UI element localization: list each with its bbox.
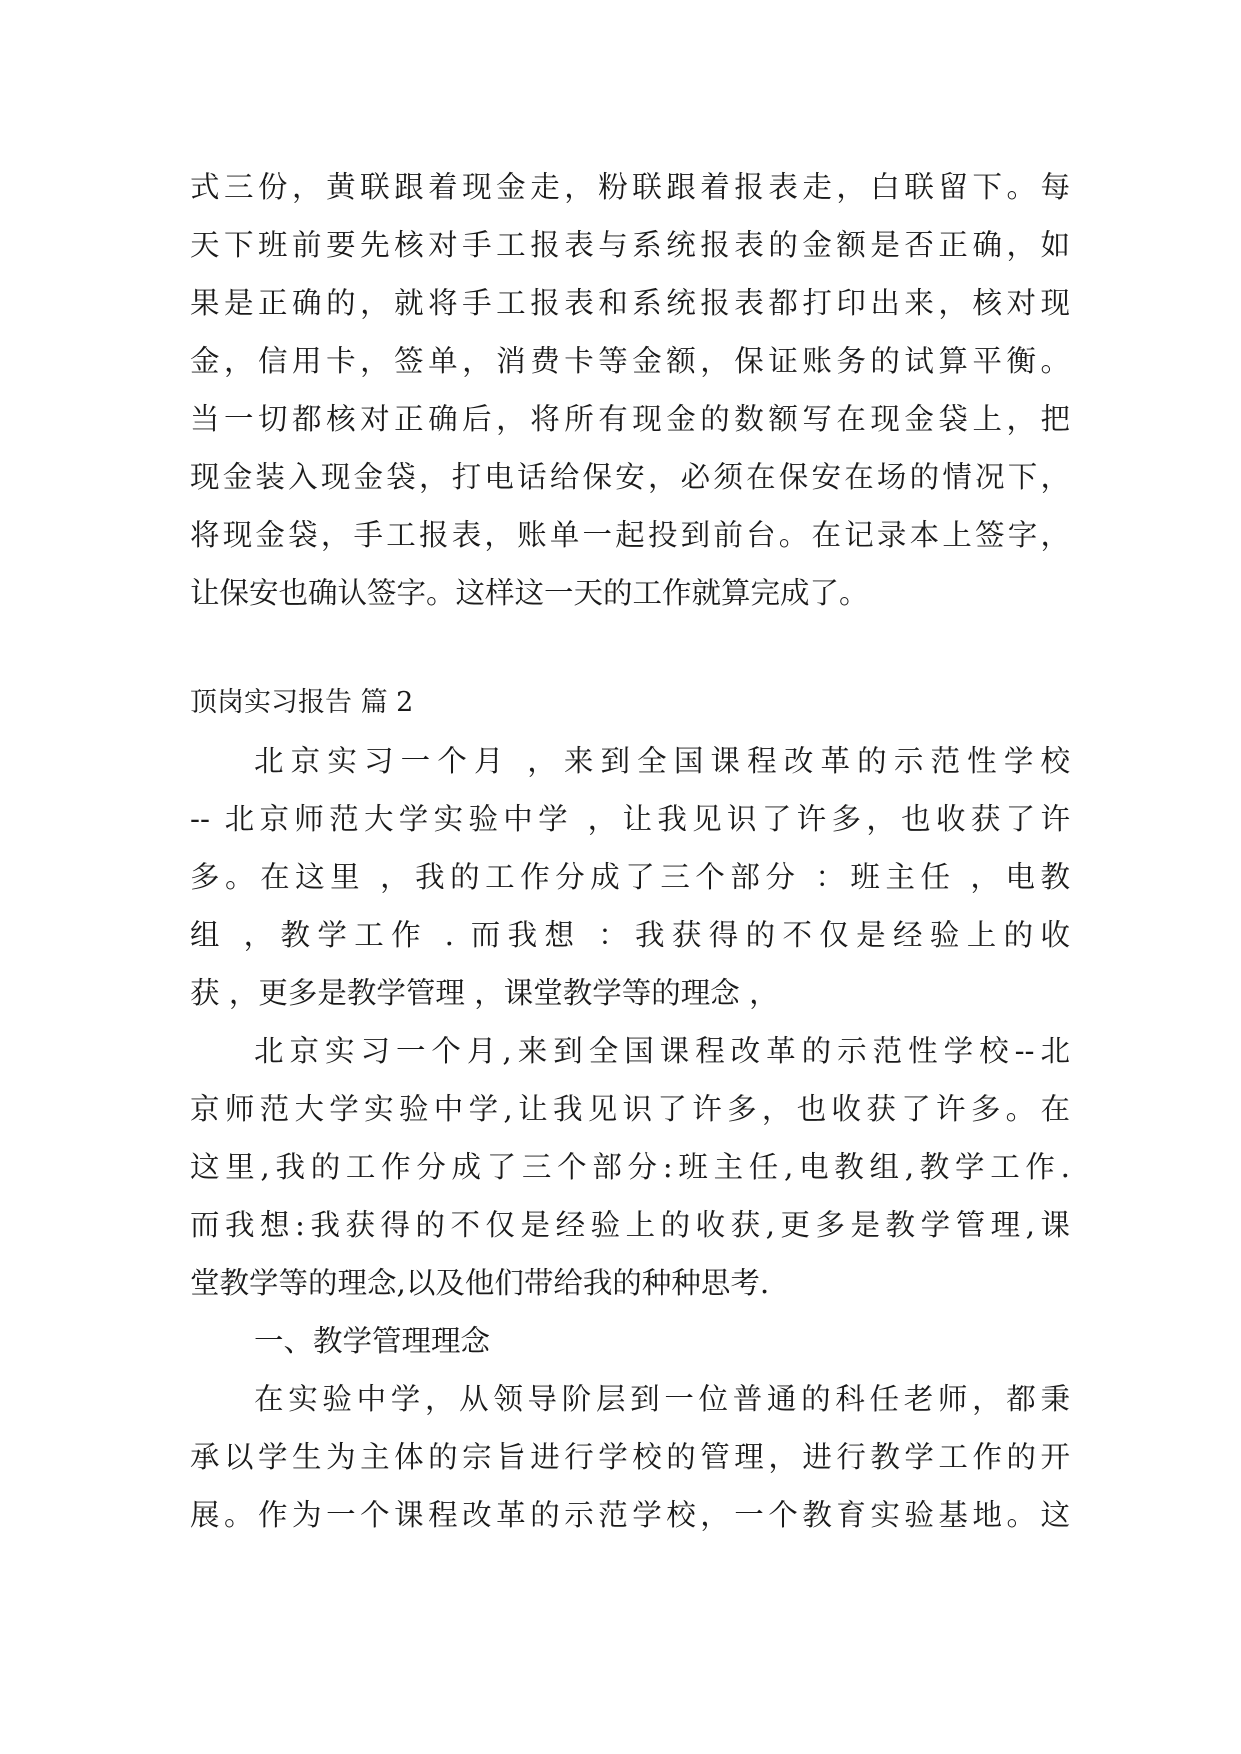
body-text-line: 将现金袋，手工报表，账单一起投到前台。在记录本上签字， xyxy=(190,518,1070,552)
body-text-line: 北京实习一个月,来到全国课程改革的示范性学校--北 xyxy=(254,1034,1070,1068)
body-text-line: 让保安也确认签字。这样这一天的工作就算完成了。 xyxy=(190,576,869,610)
body-text-line: 京师范大学实验中学,让我见识了许多，也收获了许多。在 xyxy=(190,1092,1070,1126)
body-text-line: 展。作为一个课程改革的示范学校，一个教育实验基地。这 xyxy=(190,1498,1070,1532)
body-text-line: 北京实习一个月 ，来到全国课程改革的示范性学校 xyxy=(254,744,1070,778)
body-text-line: 获 ，更多是教学管理 ，课堂教学等的理念 ， xyxy=(190,976,779,1010)
body-text-line: 天下班前要先核对手工报表与系统报表的金额是否正确，如 xyxy=(190,228,1070,262)
body-text-line: 果是正确的，就将手工报表和系统报表都打印出来，核对现 xyxy=(190,286,1070,320)
body-text-line: 当一切都核对正确后，将所有现金的数额写在现金袋上，把 xyxy=(190,402,1070,436)
body-text-line: 组 ，教学工作 . 而我想 ：我获得的不仅是经验上的收 xyxy=(190,918,1070,952)
body-text-line: -- 北京师范大学实验中学 ，让我见识了许多，也收获了许 xyxy=(190,802,1070,836)
subheading: 一、教学管理理念 xyxy=(254,1324,491,1358)
body-text-line: 式三份，黄联跟着现金走，粉联跟着报表走，白联留下。每 xyxy=(190,170,1070,204)
body-text-line: 堂教学等的理念,以及他们带给我的种种思考. xyxy=(190,1266,770,1300)
section-heading: 顶岗实习报告 篇 2 xyxy=(190,687,414,718)
body-text-line: 承以学生为主体的宗旨进行学校的管理，进行教学工作的开 xyxy=(190,1440,1070,1474)
body-text-line: 现金装入现金袋，打电话给保安，必须在保安在场的情况下， xyxy=(190,460,1070,494)
body-text-line: 这里,我的工作分成了三个部分:班主任,电教组,教学工作. xyxy=(190,1150,1070,1184)
body-text-line: 金，信用卡，签单，消费卡等金额，保证账务的试算平衡。 xyxy=(190,344,1070,378)
body-text-line: 在实验中学，从领导阶层到一位普通的科任老师，都秉 xyxy=(254,1382,1070,1416)
body-text-line: 而我想:我获得的不仅是经验上的收获,更多是教学管理,课 xyxy=(190,1208,1070,1242)
body-text-line: 多。在这里 ，我的工作分成了三个部分 ：班主任 ，电教 xyxy=(190,860,1070,894)
